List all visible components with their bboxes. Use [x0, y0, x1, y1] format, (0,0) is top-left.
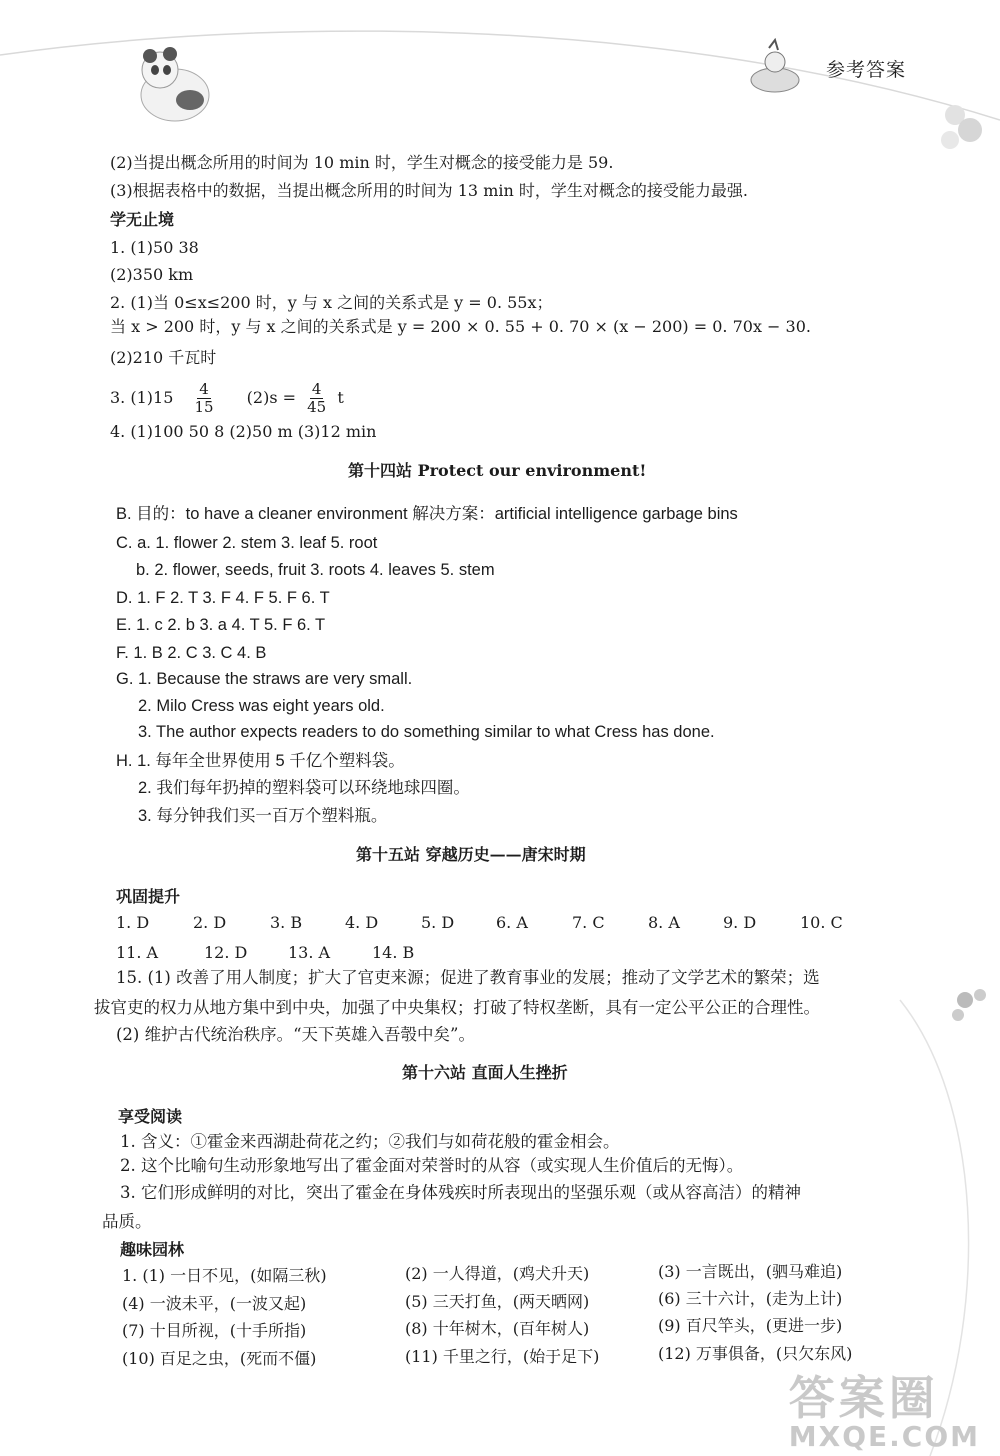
reading-q2: 2. 这个比喻句生动形象地写出了霍金面对荣誉时的从容（或实现人生价值后的无悔）。 [120, 1156, 744, 1175]
idiom-item: (9) 百尺竿头，(更进一步) [658, 1316, 843, 1335]
math-line-3: (3)根据表格中的数据，当提出概念所用的时间为 13 min 时，学生对概念的接受能力最强. [110, 181, 748, 200]
math-q3-suffix: t [337, 388, 344, 407]
english-C-b: b. 2. flower, seeds, fruit 3. roots 4. leaves 5. stem [136, 561, 495, 579]
math-q1-a: 1. (1)50 38 [110, 238, 199, 257]
reading-q3-a: 3. 它们形成鲜明的对比，突出了霍金在身体残疾时所表现出的坚强乐观（或从容高洁）的精神 [120, 1183, 801, 1202]
fraction-numerator: 4 [311, 380, 322, 398]
answer-item: 4. D [345, 913, 379, 932]
math-q1-b: (2)350 km [110, 265, 194, 284]
watermark-logo-text: 答案圈 [788, 1371, 939, 1425]
bird-nest-illustration [745, 38, 805, 96]
english-F: F. 1. B 2. C 3. C 4. B [116, 644, 267, 662]
answer-item: 12. D [204, 943, 248, 962]
section-heading-xuewuzhijing: 学无止境 [110, 210, 175, 229]
fraction-4-15 [192, 381, 215, 416]
idiom-item: (4) 一波未平，(一波又起) [122, 1294, 307, 1313]
idiom-item: (3) 一言既出，(驷马难追) [658, 1262, 843, 1281]
flower-decoration-top-right [925, 85, 995, 175]
answer-item: 3. B [270, 913, 303, 932]
english-G2: 2. Milo Cress was eight years old. [138, 697, 385, 715]
math-q3-prefix: 3. (1)15 [110, 388, 174, 407]
math-q2-c: (2)210 千瓦时 [110, 348, 217, 367]
answer-item: 10. C [800, 913, 843, 932]
math-q3-mid: (2)s = [246, 388, 297, 407]
idiom-item: (8) 十年树木，(百年树人) [405, 1319, 590, 1338]
page-header-title: 参考答案 [826, 59, 907, 81]
reading-q1: 1. 含义：①霍金来西湖赴荷花之约；②我们与如荷花般的霍金相会。 [120, 1132, 620, 1151]
english-D: D. 1. F 2. T 3. F 4. F 5. F 6. T [116, 589, 330, 607]
math-q3 [110, 378, 344, 418]
answer-item: 14. B [372, 943, 415, 962]
flower-decoration-right [940, 975, 1000, 1035]
fraction-denominator: 45 [307, 398, 327, 416]
answer-item: 9. D [723, 913, 757, 932]
math-q2-a: 2. (1)当 0≤x≤200 时，y 与 x 之间的关系式是 y = 0. 55x； [110, 293, 553, 312]
answer-item: 11. A [116, 943, 159, 962]
idiom-item: (12) 万事俱备，(只欠东风) [658, 1344, 853, 1363]
idiom-item: (2) 一人得道，(鸡犬升天) [405, 1264, 590, 1283]
english-H2: 2. 我们每年扔掉的塑料袋可以环绕地球四圈。 [138, 779, 470, 797]
answer-item: 13. A [288, 943, 331, 962]
history-q15-b: 拔官吏的权力从地方集中到中央，加强了中央集权；打破了特权垄断，具有一定公平公正的合理性。 [94, 998, 820, 1017]
idiom-item: (5) 三天打鱼，(两天晒网) [405, 1292, 590, 1311]
panda-illustration [120, 40, 220, 130]
fraction-denominator: 15 [194, 398, 214, 416]
english-H3: 3. 每分钟我们买一百万个塑料瓶。 [138, 807, 388, 825]
answer-item: 7. C [572, 913, 605, 932]
history-q15-a: 15. (1) 改善了用人制度；扩大了官吏来源；促进了教育事业的发展；推动了文学艺术的繁荣；选 [116, 968, 820, 987]
math-line-2: (2)当提出概念所用的时间为 10 min 时，学生对概念的接受能力是 59. [110, 153, 614, 172]
fraction-4-45 [305, 381, 328, 416]
section-heading-quweiyuanlin: 趣味园林 [120, 1240, 185, 1259]
watermark-url: MXQE.COM [788, 1420, 980, 1453]
idiom-item: (11) 千里之行，(始于足下) [405, 1347, 600, 1366]
idiom-item: (6) 三十六计，(走为上计) [658, 1289, 843, 1308]
reading-q3-b: 品质。 [102, 1212, 152, 1231]
math-q4: 4. (1)100 50 8 (2)50 m (3)12 min [110, 422, 377, 441]
math-q2-b: 当 x > 200 时，y 与 x 之间的关系式是 y = 200 × 0. 55 + 0. 70 × (x − 200) = 0. 70x − 30. [110, 317, 811, 336]
site-watermark [788, 1371, 980, 1453]
answer-item: 2. D [193, 913, 227, 932]
idiom-item: 1. (1) 一日不见，(如隔三秋) [122, 1266, 327, 1285]
answer-item: 6. A [496, 913, 528, 932]
section-heading-gonggutisheng: 巩固提升 [116, 887, 181, 906]
answer-item: 1. D [116, 913, 150, 932]
section-title-15: 第十五站 穿越历史——唐宋时期 [356, 845, 586, 864]
history-q15-c: (2) 维护古代统治秩序。“天下英雄入吾彀中矣”。 [116, 1025, 475, 1044]
answer-item: 8. A [648, 913, 680, 932]
english-G1: G. 1. Because the straws are very small. [116, 670, 413, 688]
idiom-item: (10) 百足之虫，(死而不僵) [122, 1349, 317, 1368]
english-B: B. 目的：to have a cleaner environment 解决方案：artificial intelligence garbage bins [116, 505, 738, 523]
english-G3: 3. The author expects readers to do something similar to what Cress has done. [138, 723, 715, 741]
answer-item: 5. D [421, 913, 455, 932]
section-title-14: 第十四站 Protect our environment! [348, 461, 647, 480]
english-E: E. 1. c 2. b 3. a 4. T 5. F 6. T [116, 616, 326, 634]
fraction-numerator: 4 [199, 380, 209, 398]
section-title-16: 第十六站 直面人生挫折 [402, 1063, 568, 1082]
english-C-a: C. a. 1. flower 2. stem 3. leaf 5. root [116, 534, 378, 552]
idiom-item: (7) 十目所视，(十手所指) [122, 1321, 307, 1340]
english-H1: H. 1. 每年全世界使用 5 千亿个塑料袋。 [116, 752, 405, 770]
section-heading-xiangshouyuedu: 享受阅读 [118, 1107, 183, 1126]
